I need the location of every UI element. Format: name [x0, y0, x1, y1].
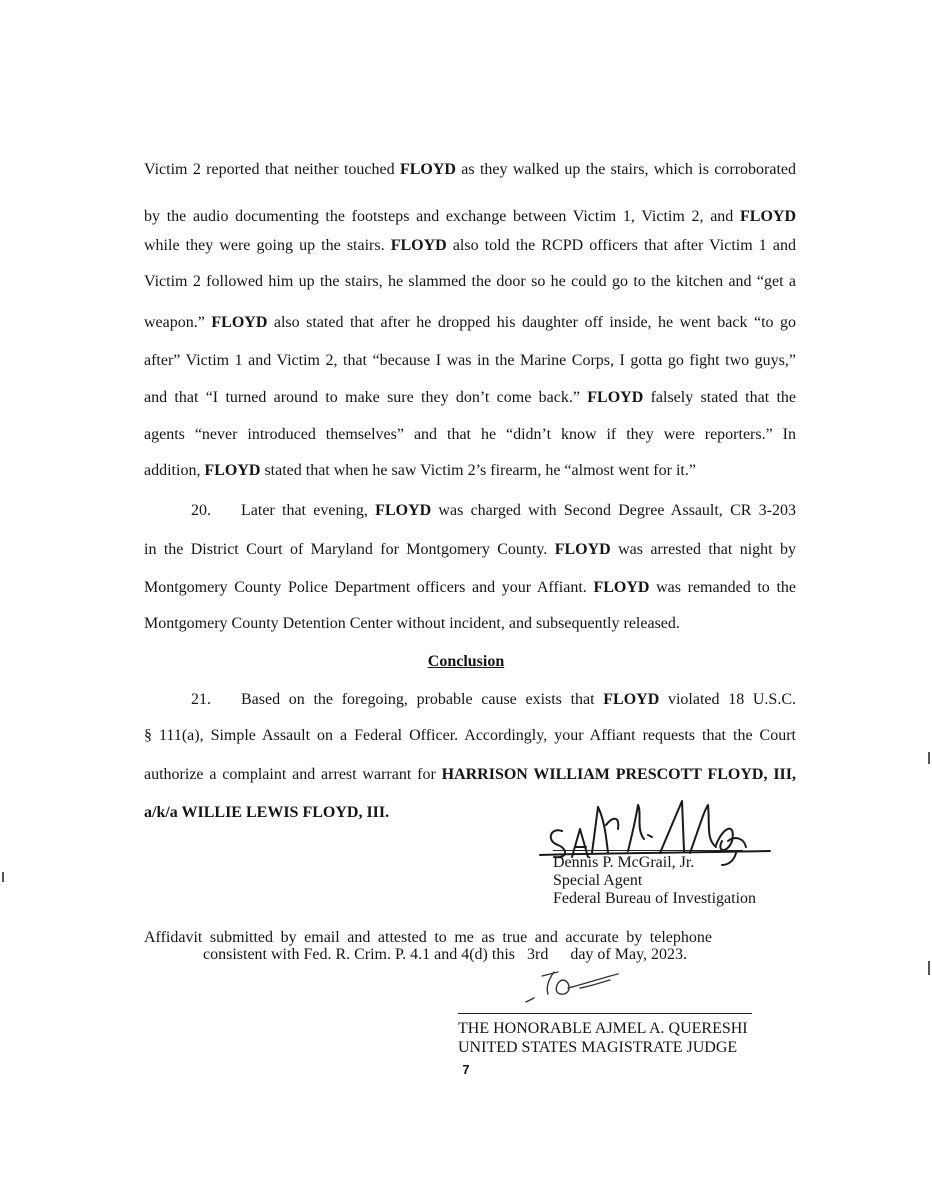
para19-line-1: Victim 2 reported that neither touched FLOYD as they walked up the stairs, which is corroborated: [144, 161, 797, 178]
affiant-agency: Federal Bureau of Investigation: [553, 890, 757, 907]
attestation-suffix: day of May, 2023.: [570, 946, 688, 963]
attestation-line-2: [203, 946, 687, 964]
affiant-title: Special Agent: [553, 872, 643, 889]
attestation-prefix: consistent with Fed. R. Crim. P. 4.1 and 4(d) this: [203, 946, 515, 963]
para19-line-2: by the audio documenting the footsteps and exchange between Victim 1, Victim 2, and FLOYD: [144, 208, 796, 225]
page-number: 7: [462, 1062, 470, 1077]
scan-edge-mark-right-2: [928, 961, 930, 975]
para19-line-6: after” Victim 1 and Victim 2, that “because I was in the Marine Corps, I gotta go fight two guys,”: [144, 352, 796, 369]
para20-line-3: Montgomery County Police Department officers and your Affiant. FLOYD was remanded to the: [144, 579, 796, 596]
para21-number: 21.: [191, 691, 211, 708]
judge-signature: [518, 966, 628, 1008]
para19-line-4: Victim 2 followed him up the stairs, he slammed the door so he could go to the kitchen and “get a: [144, 273, 796, 290]
para21-line-1: Based on the foregoing, probable cause exists that FLOYD violated 18 U.S.C.: [241, 691, 796, 708]
para19-line-9: addition, FLOYD stated that when he saw Victim 2’s firearm, he “almost went for it.”: [144, 462, 696, 479]
para19-line-5: weapon.” FLOYD also stated that after he dropped his daughter off inside, he went back “to go: [144, 314, 797, 331]
para21-line-2: § 111(a), Simple Assault on a Federal Officer. Accordingly, your Affiant requests that the Court: [144, 727, 796, 744]
judge-signature-line: [458, 1013, 752, 1014]
affiant-name: Dennis P. McGrail, Jr.: [553, 854, 695, 871]
judge-name: THE HONORABLE AJMEL A. QUERESHI: [458, 1020, 748, 1037]
para20-line-2: in the District Court of Maryland for Montgomery County. FLOYD was arrested that night by: [144, 541, 796, 558]
para19-line-3: while they were going up the stairs. FLOYD also told the RCPD officers that after Victim 1 and: [144, 237, 796, 254]
para20-line-1: Later that evening, FLOYD was charged with Second Degree Assault, CR 3-203: [241, 502, 797, 519]
affiant-signature-line: [553, 850, 743, 851]
para19-line-8: agents “never introduced themselves” and that he “didn’t know if they were reporters.” In: [144, 426, 796, 443]
judge-title: UNITED STATES MAGISTRATE JUDGE: [458, 1039, 738, 1056]
para21-line-4: a/k/a WILLIE LEWIS FLOYD, III.: [144, 804, 390, 821]
attestation-day: 3rd: [527, 946, 549, 963]
para19-line-7: and that “I turned around to make sure they don’t come back.” FLOYD falsely stated that the: [144, 389, 797, 406]
para21-line-3: authorize a complaint and arrest warrant for HARRISON WILLIAM PRESCOTT FLOYD, III,: [144, 766, 797, 783]
attestation-line-1: Affidavit submitted by email and attested to me as true and accurate by telephone: [144, 929, 712, 946]
para20-line-4: Montgomery County Detention Center without incident, and subsequently released.: [144, 615, 680, 632]
scan-edge-mark-left: [2, 872, 4, 882]
conclusion-heading: Conclusion: [427, 653, 505, 670]
scan-edge-mark-right-1: [928, 752, 930, 764]
para20-number: 20.: [191, 502, 211, 519]
